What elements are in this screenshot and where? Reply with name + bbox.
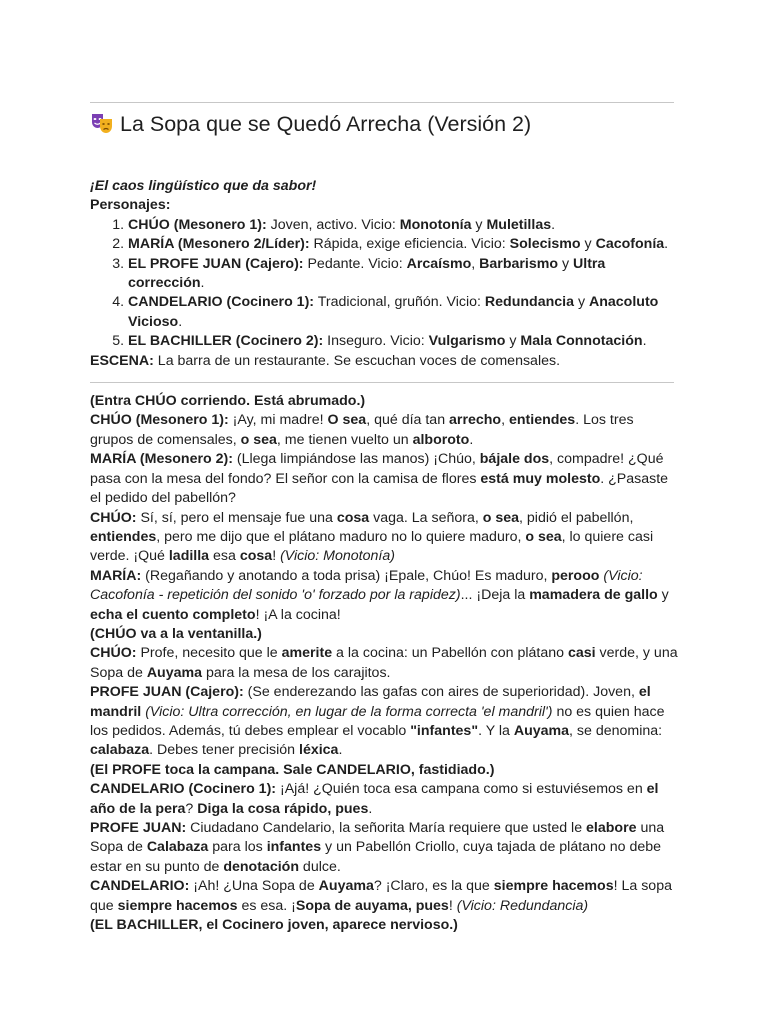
stage-direction: (El PROFE toca la campana. Sale CANDELARIO, fastidiado.)	[90, 761, 495, 778]
personajes-heading: Personajes:	[90, 197, 171, 214]
stage-direction: (Entra CHÚO corriendo. Está abrumado.)	[90, 393, 366, 410]
stage-direction: (EL BACHILLER, el Cocinero joven, aparece nervioso.)	[90, 917, 458, 934]
title-text: La Sopa que se Quedó Arrecha (Versión 2)	[120, 112, 532, 136]
list-item: 2. MARÍA (Mesonero 2/Líder): Rápida, exige eficiencia. Vicio: Solecismo y Cacofonía.	[128, 235, 680, 254]
dialogue-line: PROFE JUAN: Ciudadano Candelario, la señorita María requiere que usted le elabore una Sopa de Calabaza para los infantes y un Pabellón Criollo, cuya tajada de plátano no debe estar en su punto de denotación dulce.	[90, 820, 665, 875]
dialogue-line: PROFE JUAN (Cajero): (Se enderezando las gafas con aires de superioridad). Joven, el mandril (Vicio: Ultra corrección, en lugar de la forma correcta 'el mandril') no es quien hace los pedidos. Además, tú debes emplear el vocablo "infantes". Y la Auyama, se denomina: calabaza. Debes tener precisión léxica.	[90, 684, 665, 759]
performing-arts-masks-icon	[90, 111, 114, 135]
list-item: 5. EL BACHILLER (Cocinero 2): Inseguro. Vicio: Vulgarismo y Mala Connotación.	[128, 332, 680, 351]
dialogue-line: CHÚO: Profe, necesito que le amerite a la cocina: un Pabellón con plátano casi verde, y una Sopa de Auyama para la mesa de los carajitos.	[90, 645, 678, 681]
list-item: 1. CHÚO (Mesonero 1): Joven, activo. Vicio: Monotonía y Muletillas.	[128, 216, 680, 235]
dialogue-line: CHÚO (Mesonero 1): ¡Ay, mi madre! O sea, qué día tan arrecho, entiendes. Los tres grupos de comensales, o sea, me tienen vuelto un alboroto.	[90, 412, 634, 448]
document-body	[90, 177, 680, 935]
stage-direction: (CHÚO va a la ventanilla.)	[90, 625, 262, 642]
list-item: 4. CANDELARIO (Cocinero 1): Tradicional, gruñón. Vicio: Redundancia y Anacoluto Vicioso.	[128, 293, 680, 332]
dialogue-line: CHÚO: Sí, sí, pero el mensaje fue una cosa vaga. La señora, o sea, pidió el pabellón, entiendes, pero me dijo que el plátano maduro no lo quiere maduro, o sea, lo quiere casi verde. ¡Qué ladilla esa cosa! (Vicio: Monotonía)	[90, 509, 654, 565]
dialogue-line: MARÍA (Mesonero 2): (Llega limpiándose las manos) ¡Chúo, bájale dos, compadre! ¿Qué pasa con la mesa del fondo? El señor con la camisa de flores está muy molesto. ¿Pasaste el pedido del pabellón?	[90, 451, 669, 507]
tagline: ¡El caos lingüístico que da sabor!	[90, 178, 317, 194]
escena-line: ESCENA: La barra de un restaurante. Se escuchan voces de comensales.	[90, 352, 561, 369]
dialogue-line: CANDELARIO: ¡Ah! ¿Una Sopa de Auyama? ¡Claro, es la que siempre hacemos! La sopa que siempre hacemos es esa. ¡Sopa de auyama, pues! (Vicio: Redundancia)	[90, 878, 672, 914]
dialogue-line: MARÍA: (Regañando y anotando a toda prisa) ¡Epale, Chúo! Es maduro, perooo (Vicio: Cacofonía - repetición del sonido 'o' forzado por la rapidez)... ¡Deja la mamadera de gallo y echa el cuento completo! ¡A la cocina!	[90, 567, 669, 623]
dialogue-line: CANDELARIO (Cocinero 1): ¡Ajá! ¿Quién toca esa campana como si estuviésemos en el año de la pera? Diga la cosa rápido, pues.	[90, 781, 659, 817]
cast-list	[90, 216, 680, 352]
top-divider	[90, 102, 674, 103]
section-divider	[90, 382, 674, 383]
document-title	[90, 110, 531, 138]
list-item: 3. EL PROFE JUAN (Cajero): Pedante. Vicio: Arcaísmo, Barbarismo y Ultra corrección.	[128, 255, 680, 294]
